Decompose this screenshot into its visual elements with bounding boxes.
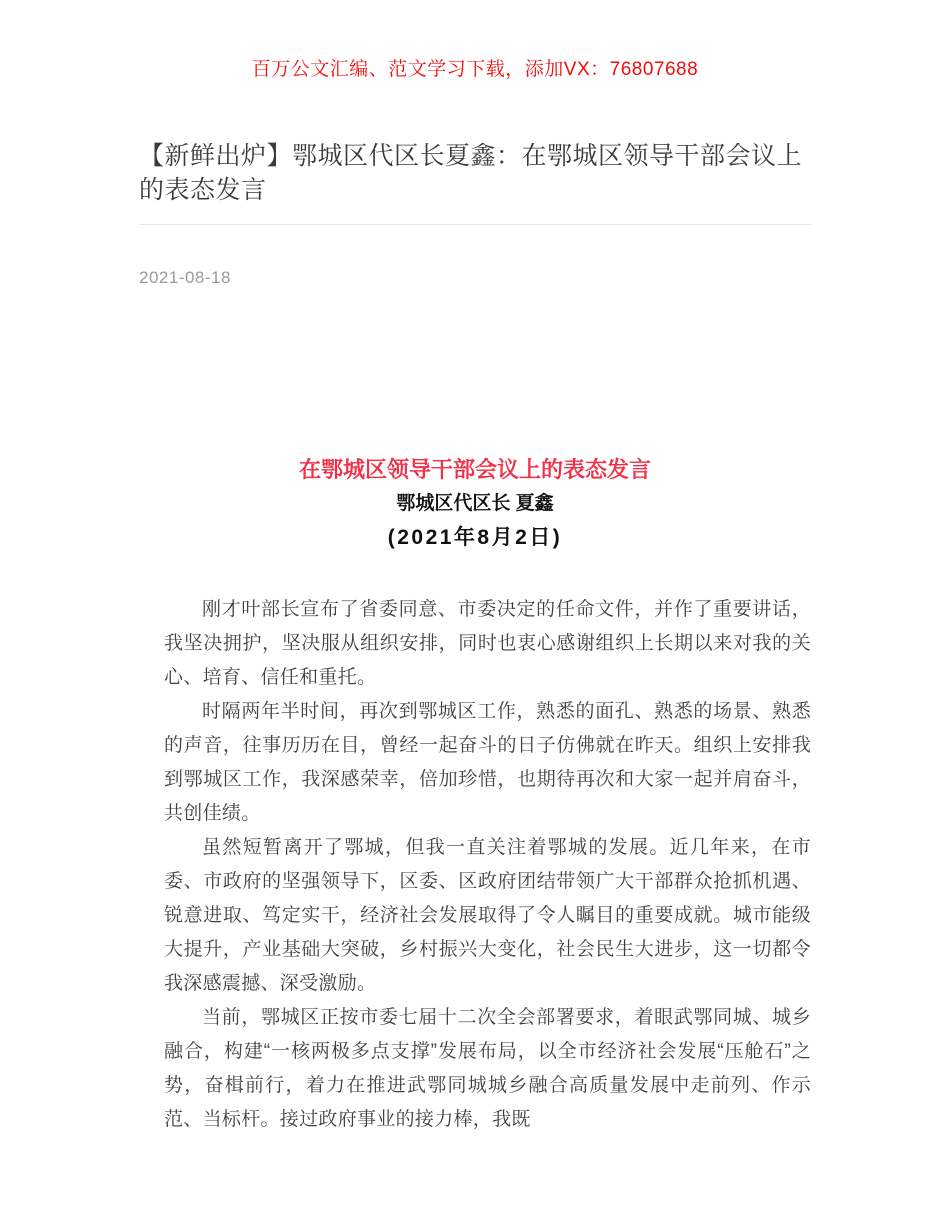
title-divider [139,224,811,225]
document-author: 鄂城区代区长 夏鑫 [396,493,554,514]
promo-banner-text: 百万公文汇编、范文学习下载，添加VX：76807688 [251,59,699,80]
publish-date: 2021-08-18 [139,268,231,287]
document-header [139,458,811,551]
article-container [139,139,811,1137]
paragraph: 时隔两年半时间，再次到鄂城区工作，熟悉的面孔、熟悉的场景、熟悉的声音，往事历历在目，曾经一起奋斗的日子仿佛就在昨天。组织上安排我到鄂城区工作，我深感荣幸，倍加珍惜，也期待再次和大家一起并肩奋斗，共创佳绩。 [164,701,811,824]
document-body [139,593,811,1137]
document-date-line: (2021年8月2日) [387,526,563,549]
paragraph: 当前，鄂城区正按市委七届十二次全会部署要求，着眼武鄂同城、城乡融合，构建“一核两极多点支撑”发展布局，以全市经济社会发展“压舱石”之势，奋楫前行，着力在推进武鄂同城城乡融合高质量发展中走前列、作示范、当标杆。接过政府事业的接力棒，我既 [164,1007,811,1130]
paragraph: 虽然短暂离开了鄂城，但我一直关注着鄂城的发展。近几年来，在市委、市政府的坚强领导下，区委、区政府团结带领广大干部群众抢抓机遇、锐意进取、笃定实干，经济社会发展取得了令人瞩目的重要成就。城市能级大提升，产业基础大突破，乡村振兴大变化，社会民生大进步，这一切都令我深感震撼、深受激励。 [164,837,811,994]
paragraph: 刚才叶部长宣布了省委同意、市委决定的任命文件，并作了重要讲话，我坚决拥护，坚决服从组织安排，同时也衷心感谢组织上长期以来对我的关心、培育、信任和重托。 [164,599,811,688]
page-title: 【新鲜出炉】鄂城区代区长夏鑫：在鄂城区领导干部会议上的表态发言 [139,142,803,204]
document-heading: 在鄂城区领导干部会议上的表态发言 [298,457,651,482]
